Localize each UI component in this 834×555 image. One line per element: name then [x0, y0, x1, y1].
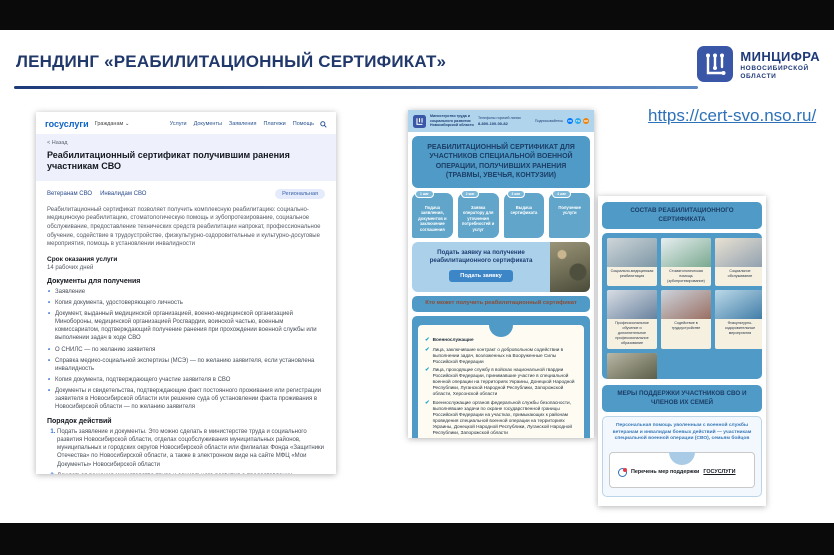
- soldier-photo: [550, 242, 590, 292]
- nav-item[interactable]: Услуги: [169, 121, 187, 127]
- page-title: ЛЕНДИНГ «РЕАБИЛИТАЦИОННЫЙ СЕРТИФИКАТ»: [16, 52, 447, 71]
- who-can-get-panel: [412, 316, 590, 438]
- social-links: [535, 118, 589, 124]
- order-step-item: 1. Подать заявление и документы. Это можно сделать в министерстве труда и социального развития Новосибирской области, отделах соцобслуживания муниципальных районов, муниципальных и городских округов Новосибирской области или филиалах Фонда «Защитники Отечества» по Новосибирской области, а также в электронном виде на сайте МФЦ «Мои Документы» Новосибирской области: [57, 428, 325, 468]
- docs-list-item: • О СНИЛС — по желанию заявителя: [47, 346, 325, 354]
- support-measures-text: Персональная помощь уволенным с военной службы ветеранам и инвалидам боевых действий — участникам специальной военной операции (СВО), семьям бойцов: [612, 423, 752, 442]
- step-badge: 2 шаг: [461, 190, 480, 198]
- docs-list-item: • Документ, выданный медицинской организацией, военно-медицинской организацией Минобороны, медицинской организацией Росгвардии, воинской частью, военным комиссариатом, подтверждающий получение ранения при прохождении военной службы или выполнении задач в ходе СВО: [47, 310, 325, 342]
- landing-steps: [412, 193, 590, 238]
- landing-screenshot-sections: [598, 196, 766, 506]
- support-link-card: [609, 452, 755, 488]
- step-chip: [412, 193, 453, 238]
- certificate-composition-panel: [602, 233, 762, 379]
- mincifra-logo: [697, 46, 820, 82]
- step-chip: [549, 193, 590, 238]
- landing-banner-title: РЕАБИЛИТАЦИОННЫЙ СЕРТИФИКАТ ДЛЯ УЧАСТНИКОВ СПЕЦИАЛЬНОЙ ВОЕННОЙ ОПЕРАЦИИ, ПОЛУЧИВШИХ РАНЕНИЯ (ТРАВМЫ, УВЕЧЬЯ, КОНТУЗИИ): [412, 136, 590, 188]
- step-badge: 3 шаг: [507, 190, 526, 198]
- step-text: Получение услуги: [558, 204, 581, 216]
- step-chip: [458, 193, 499, 238]
- header-divider: [14, 86, 698, 89]
- card-caption: Социальное обслуживание: [727, 269, 753, 278]
- who-can-get-heading: Кто может получить реабилитационный сертификат: [412, 296, 590, 312]
- composition-card: [661, 238, 711, 286]
- composition-card: [661, 290, 711, 348]
- hotline-label: Телефоны горячей линии: [478, 115, 521, 120]
- who-list-item: ✔ Лица, проходящие службу в войсках национальной гвардии Российской Федерации, принимавшие участие в специальной военной операции на территориях Украины, Донецкой Народной Республики, Луганской Народной Республики, Запорожской области, Херсонской области: [425, 367, 575, 397]
- subscribe-label: Подписывайтесь: [534, 119, 563, 123]
- order-step-item: [57, 472, 325, 474]
- service-title: Реабилитационный сертификат получившим ранения участникам СВО: [47, 150, 290, 172]
- docs-heading: Документы для получения: [47, 277, 141, 285]
- step-text: Заявка оператору для уточнения потребностей и услуг: [461, 204, 495, 232]
- composition-card-grid: [607, 238, 757, 379]
- landing-header: [408, 110, 594, 132]
- gosuslugi-support-link[interactable]: ГОСУСЛУГИ: [703, 469, 736, 476]
- mincifra-region-2: ОБЛАСТИ: [740, 72, 777, 80]
- card-photo: [661, 290, 711, 319]
- apply-card: [412, 242, 550, 292]
- docs-list-item: • Справка медико-социальной экспертизы (МСЭ) — по желанию заявителя, если установлена инвалидность: [47, 357, 325, 373]
- support-measures-heading: МЕРЫ ПОДДЕРЖКИ УЧАСТНИКОВ СВО И ЧЛЕНОВ ИХ СЕМЕЙ: [602, 385, 762, 412]
- docs-list: [47, 288, 325, 411]
- nav-item[interactable]: Платежи: [263, 121, 286, 127]
- nav-item[interactable]: Документы: [193, 121, 222, 127]
- card-caption: Профессиональное обучение и дополнительное профессиональное образование: [615, 321, 649, 345]
- card-photo: [607, 290, 657, 319]
- mincifra-circuit-icon: [697, 46, 733, 82]
- docs-list-item: • Заявление: [47, 288, 325, 296]
- ministry-logo-icon: [413, 115, 426, 128]
- card-photo: [607, 353, 657, 380]
- service-tabs: [47, 189, 325, 199]
- order-heading: Порядок действий: [47, 418, 112, 426]
- step-badge: 4 шаг: [552, 190, 571, 198]
- card-photo: [715, 290, 762, 319]
- tab-invalids-svo[interactable]: Инвалидам СВО: [100, 190, 147, 197]
- term-label: Срок оказания услуги: [47, 255, 118, 263]
- gosuslugi-logo-icon: [618, 468, 627, 477]
- mincifra-name: МИНЦИФРА: [740, 48, 820, 64]
- composition-card: [607, 353, 657, 380]
- nav-item[interactable]: Заявления: [228, 121, 257, 127]
- ok-icon[interactable]: OK: [583, 119, 589, 123]
- apply-button[interactable]: Подать заявку: [449, 270, 513, 282]
- ministry-name: Министерство труда и социального развития Новосибирской области: [430, 114, 474, 128]
- who-can-get-list: [425, 337, 577, 438]
- support-measures-panel: [602, 416, 762, 497]
- step-text: Подача заявления, документов и заключение соглашения: [418, 204, 447, 232]
- card-photo: [715, 238, 762, 267]
- apply-card-title: Подать заявку на получение реабилитационного сертификата: [429, 249, 533, 265]
- support-link-label: Перечень мер поддержки: [631, 469, 700, 476]
- service-description: Реабилитационный сертификат позволяет получить комплексную реабилитацию: социально-медицинскую реабилитацию, стоматологическую помощь и зубопротезирование, социальное обслуживание, предоставление технических средств реабилитации напрокат, профессиональное обучение, содействие в трудоустройстве, физкультурно-оздоровительные и культурно-досуговые мероприятия, помощь в установлении инвалидности: [47, 206, 321, 248]
- step-badge: 1 шаг: [415, 190, 434, 198]
- card-caption: Содействие в трудоустройстве: [671, 321, 701, 331]
- docs-list-item: • Копия документа, подтверждающего участие заявителя в СВО: [47, 376, 325, 384]
- composition-card: [715, 290, 762, 348]
- card-caption: Физкультурно-оздоровительные мероприятия: [724, 321, 756, 336]
- check-icon: ✔: [425, 346, 430, 353]
- composition-card: [715, 238, 762, 286]
- back-link[interactable]: < Назад: [47, 140, 68, 146]
- gosuslugi-header: [36, 112, 336, 134]
- card-photo: [607, 238, 657, 267]
- audience-dropdown[interactable]: Гражданам ⌄: [94, 121, 130, 127]
- search-icon[interactable]: [320, 121, 327, 128]
- nav-item[interactable]: Помощь: [292, 121, 314, 127]
- landing-screenshot-main: [408, 110, 594, 438]
- check-icon: ✔: [425, 399, 430, 406]
- regional-badge: Региональная: [275, 189, 325, 199]
- docs-list-item: • Документы и свидетельства, подтверждающие факт постоянного проживания или регистрации заявителя в Новосибирской области или решение суда об установлении факта проживания в Новосибирской области — по желанию заявителя: [47, 387, 325, 411]
- gosuslugi-nav: [170, 121, 314, 127]
- card-photo: [661, 238, 711, 267]
- hotline-number[interactable]: 8-800-100-00-82: [478, 120, 508, 126]
- who-list-item: ✔ Военнослужащие: [425, 337, 474, 344]
- vk-icon[interactable]: VK: [567, 119, 573, 123]
- page-title-band: [36, 134, 336, 181]
- telegram-icon[interactable]: TG: [575, 119, 581, 123]
- landing-url-link[interactable]: https://cert-svo.nso.ru/: [648, 106, 817, 125]
- certificate-composition-heading: СОСТАВ РЕАБИЛИТАЦИОННОГО СЕРТИФИКАТА: [602, 202, 762, 229]
- card-caption: Стоматологическая помощь (зубопротезирование): [667, 269, 705, 283]
- step-chip: [504, 193, 545, 238]
- docs-list-item: • Копия документа, удостоверяющего личность: [47, 299, 325, 307]
- gosuslugi-screenshot: [36, 112, 336, 474]
- composition-card: [607, 238, 657, 286]
- check-icon: ✔: [425, 367, 430, 374]
- gosuslugi-brand[interactable]: госуслуги: [45, 119, 89, 129]
- check-icon: ✔: [425, 337, 430, 344]
- slide-body: [0, 30, 834, 523]
- tab-veterans-svo[interactable]: Ветеранам СВО: [47, 190, 93, 197]
- who-list-item: ✔ Лица, заключившие контракт о добровольном содействии в выполнении задач, возложенных на Вооруженные Силы Российской Федерации: [425, 346, 564, 364]
- mincifra-region-1: НОВОСИБИРСКОЙ: [740, 64, 809, 72]
- card-caption: Социально-медицинская реабилитация: [610, 269, 654, 278]
- composition-card: [607, 290, 657, 348]
- term-value: 14 рабочих дней: [47, 264, 94, 271]
- order-steps-list: [47, 428, 325, 474]
- who-list-item: ✔ Военнослужащие органов федеральной службы безопасности, выполнявшие задачи по охране государственной границы Российской Федерации на участках, примыкающих к районам проведения специальной военной операции на территориях Украины, Донецкой Народной Республики, Луганской Народной Республики, Запорожской области: [425, 399, 572, 435]
- step-text: Выдача сертификата: [510, 204, 538, 216]
